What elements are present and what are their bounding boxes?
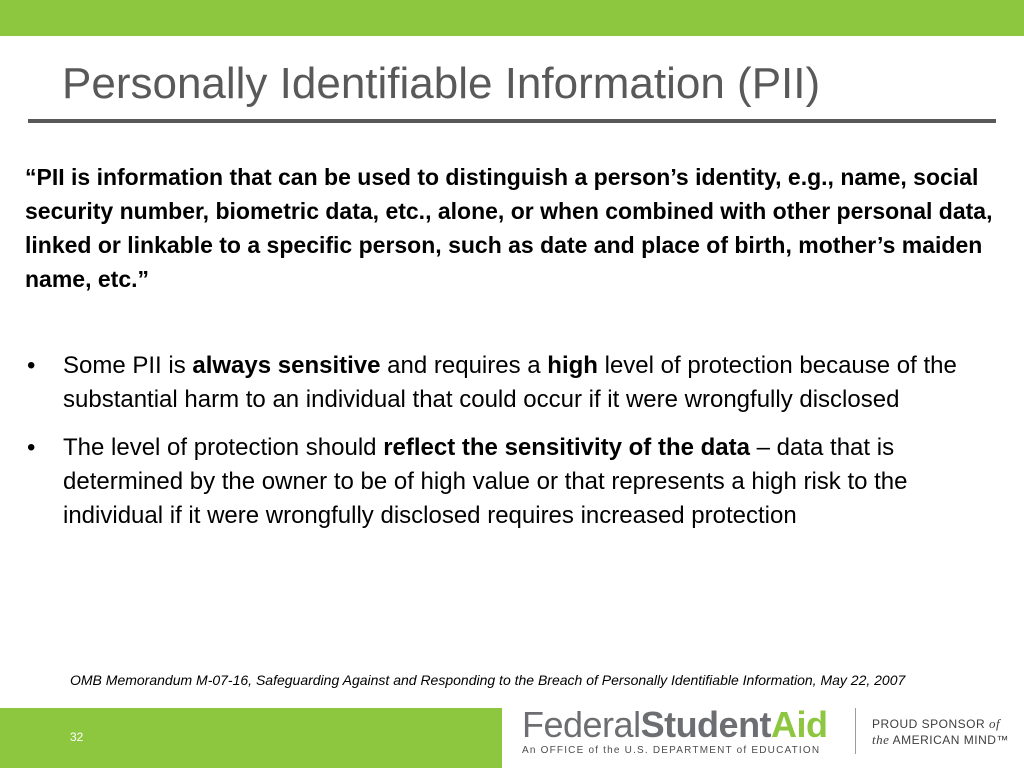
- bullet-list: [25, 349, 1000, 547]
- bullet-item: [25, 431, 1000, 533]
- bullet-text: The level of protection should: [63, 434, 384, 461]
- bullet-emphasis: high: [547, 352, 598, 379]
- sponsor-text: AMERICAN MIND™: [889, 733, 1009, 747]
- logo-tagline: An OFFICE of the U.S. DEPARTMENT of EDUCATION: [522, 745, 821, 756]
- source-citation: OMB Memorandum M-07-16, Safeguarding Against and Responding to the Breach of Personally Identifiable Information, May 22, 2007: [70, 672, 906, 688]
- sponsor-line-2: [872, 732, 1009, 748]
- bullet-text: – data that is determined by the owner to be of high value or that represents a high risk to the individual if it were wrongfully disclosed requires increased protection: [63, 434, 908, 529]
- bullet-marker: •: [27, 352, 36, 379]
- logo-wordmark: [522, 706, 828, 744]
- bullet-emphasis: reflect the sensitivity of the data: [383, 434, 750, 461]
- sponsor-italic: of: [989, 716, 1001, 731]
- logo-divider: [855, 708, 856, 754]
- logo-student: Student: [640, 704, 772, 745]
- bullet-marker: •: [27, 434, 36, 461]
- bullet-text: Some PII is: [63, 352, 193, 379]
- sponsor-line-1: [872, 716, 1009, 732]
- sponsor-text: PROUD SPONSOR: [872, 717, 990, 731]
- logo-aid: Aid: [771, 704, 828, 745]
- federal-student-aid-logo: [522, 706, 828, 760]
- title-underline: [28, 119, 996, 123]
- bullet-text: and requires a: [380, 352, 548, 379]
- pii-definition-quote: “PII is information that can be used to distinguish a person’s identity, e.g., name, social security number, biometric data, etc., alone, or when combined with other personal data, linked or linkable to a specific person, such as date and place of birth, mother’s maiden name, etc.”: [25, 164, 993, 292]
- top-accent-bar: [0, 0, 1024, 36]
- logo-federal: Federal: [522, 704, 641, 745]
- slide-title: Personally Identifiable Information (PII): [62, 59, 821, 108]
- bullet-item: [25, 349, 1000, 417]
- proud-sponsor-badge: [872, 716, 1009, 748]
- slide-number: 32: [70, 730, 84, 744]
- bullet-emphasis: always sensitive: [192, 352, 381, 379]
- sponsor-italic: the: [872, 732, 890, 747]
- bullet-text: level of protection because of the substantial harm to an individual that could occur if it were wrongfully disclosed: [63, 352, 957, 413]
